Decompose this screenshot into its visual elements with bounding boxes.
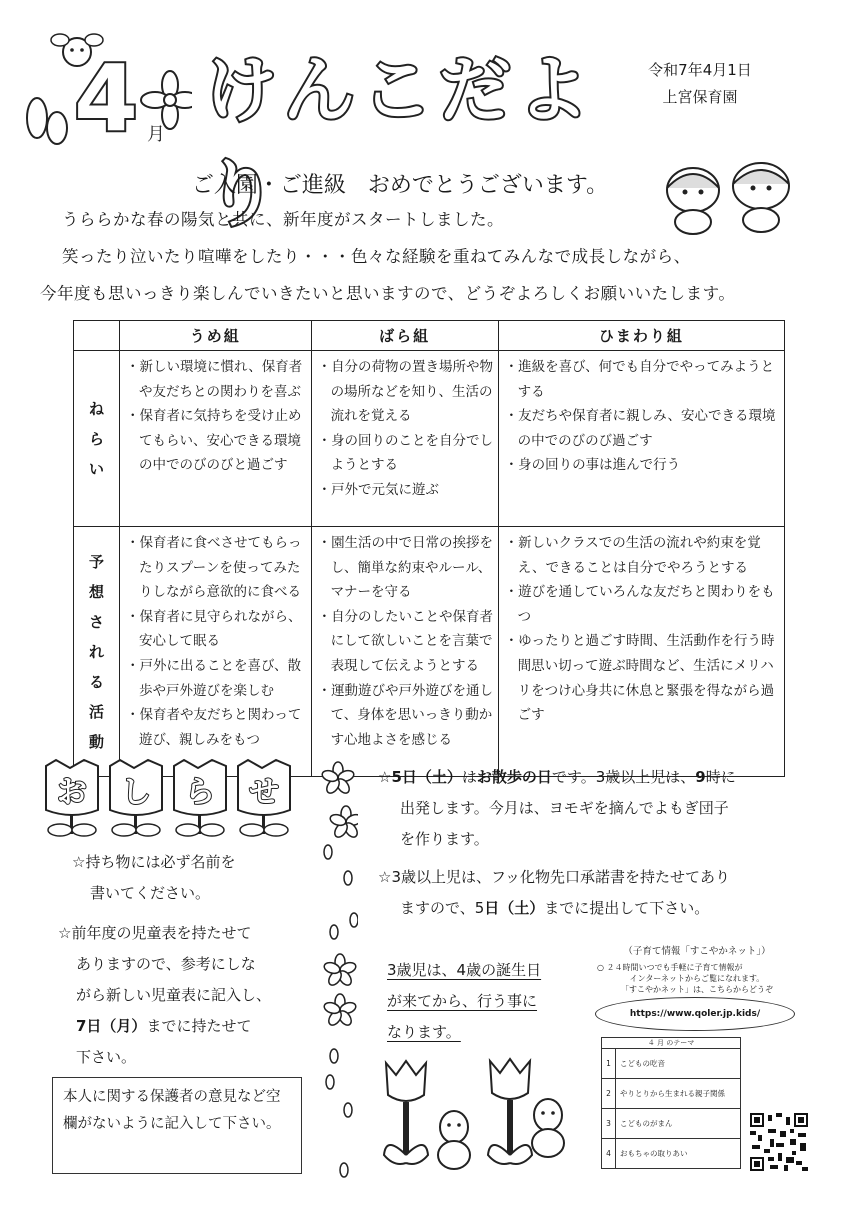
notice-box: 本人に関する保護者の意見など空欄がないように記入して下さい。 xyxy=(52,1077,302,1174)
newsletter-title: けんこだより xyxy=(205,48,596,236)
notice-walk-day: ☆5日（土）はお散歩の日です。3歳以上児は、9時に 出発します。今月は、ヨモギを摘んでよもぎ団子 を作ります。 xyxy=(378,768,736,848)
notice-three-year-olds: 3歳児は、4歳の誕生日 が来てから、行う事に なります。 xyxy=(387,961,542,1041)
plan-cell xyxy=(120,527,312,777)
list-item: ・ 保育者に食べさせてもらったりスプーンを使ってみたりしながら意欲的に食べる xyxy=(126,531,307,605)
table-header-row xyxy=(74,321,785,351)
intro-line: うららかな春の陽気と共に、新年度がスタートしました。 xyxy=(62,210,504,229)
svg-text:ら: ら xyxy=(185,775,215,810)
issue-date: 令和7年4月1日 xyxy=(648,61,752,79)
svg-text:4: 4 xyxy=(74,45,139,145)
plan-cell xyxy=(311,527,498,777)
children-illustration xyxy=(653,160,803,235)
table-row: 4 おもちゃの取りあい xyxy=(602,1139,741,1169)
nursery-name: 上宮保育園 xyxy=(662,88,738,106)
intro-line: 笑ったり泣いたり喧嘩をしたり・・・色々な経験を重ねてみんなで成長しながら、 xyxy=(62,247,691,266)
table-row: 2 やりとりから生まれる親子関係 xyxy=(602,1079,741,1109)
notice-name-labels: ☆持ち物には必ず名前を 書いてください。 xyxy=(72,853,236,902)
column-header-ume: うめ組 xyxy=(120,321,312,351)
list-item: ・ 戸外で元気に遊ぶ xyxy=(318,478,494,503)
column-header-himawari: ひまわり組 xyxy=(498,321,784,351)
kidsnet-url-link[interactable]: https://www.qoler.jp.kids/ xyxy=(595,997,795,1031)
intro-line: 今年度も思いっきり楽しんでいきたいと思いますので、どうぞよろしくお願いいたします。 xyxy=(40,284,736,303)
list-item: ・ 園生活の中で日常の挨拶をし、簡単な約束やルール、マナーを守る xyxy=(318,531,494,605)
corner-cell xyxy=(74,321,120,351)
list-item: ・ 身の回りのことを自分でしようとする xyxy=(318,429,494,478)
svg-text:月: 月 xyxy=(147,124,165,145)
row-header-aims: ね ら い xyxy=(74,351,120,527)
svg-text:お: お xyxy=(57,775,87,810)
issue-info xyxy=(625,57,775,111)
list-item: ・ 遊びを通していろんな友だちと関わりをもつ xyxy=(505,580,780,629)
column-header-bara: ばら組 xyxy=(311,321,498,351)
svg-text:せ: せ xyxy=(249,775,279,810)
flower-icon xyxy=(141,71,192,129)
notice-fluoride: ☆3歳以上児は、フッ化物先口承諾書を持たせてあり ますので、5日（土）までに提出して下さい。 xyxy=(378,868,730,917)
themes-header: ４ 月 のテーマ xyxy=(602,1038,741,1049)
list-item: ・ 運動遊びや戸外遊びを通して、身体を思いっきり動かす心地よさを感じる xyxy=(318,679,494,753)
list-item: ・ ゆったりと過ごす時間、生活動作を行う時間思い切って遊ぶ時間など、生活にメリハリをつけ心身共に休息と緊張を得ながら過ごす xyxy=(505,629,780,727)
list-item: ・ 自分のしたいことや保育者にして欲しいことを言葉で表現して伝えようとする xyxy=(318,605,494,679)
monthly-themes-table xyxy=(601,1037,741,1169)
plan-cell xyxy=(120,351,312,527)
table-row-activities xyxy=(74,527,785,777)
greeting-title: ご入園・ご進級 おめでとうございます。 xyxy=(191,173,609,198)
list-item: ・ 保育者や友だちと関わって遊び、親しみをもつ xyxy=(126,703,307,752)
month-badge xyxy=(22,30,192,145)
plan-cell xyxy=(498,351,784,527)
list-item: ・ 戸外に出ることを喜び、散歩や戸外遊びを楽しむ xyxy=(126,654,307,703)
qr-code-icon[interactable] xyxy=(750,1113,808,1171)
list-item: ・ 身の回りの事は進んで行う xyxy=(505,453,780,478)
kidsnet-description: ○ ２４時間いつでも手軽に子育て情報が インターネットからご覧になれます。 「すこやかネット」は、こちらからどうぞ xyxy=(597,963,773,994)
row-header-activities: 予 想 さ れ る 活 動 xyxy=(74,527,120,777)
list-item: ・ 保育者に気持ちを受け止めてもらい、安心できる環境の中でのびのびと過ごす xyxy=(126,404,307,478)
notice-banner xyxy=(40,758,302,840)
notice-child-record: ☆前年度の児童表を持たせて ありますので、参考にしな がら新しい児童表に記入し、 7日（月）までに持たせて 下さい。 xyxy=(58,924,272,1066)
list-item: ・ 自分の荷物の置き場所や物の場所などを知り、生活の流れを覚える xyxy=(318,355,494,429)
list-item: ・ 新しいクラスでの生活の流れや約束を覚え、できることは自分でやろうとする xyxy=(505,531,780,580)
list-item: ・ 新しい環境に慣れ、保育者や友だちとの関わりを喜ぶ xyxy=(126,355,307,404)
kidsnet-title: （子育て情報「すこやかネット」） xyxy=(623,946,771,957)
table-row: 3 こどものがまん xyxy=(602,1109,741,1139)
monthly-plan-table xyxy=(73,320,785,777)
svg-text:し: し xyxy=(121,775,151,810)
table-row: 1 こどもの吃音 xyxy=(602,1049,741,1079)
plan-cell xyxy=(311,351,498,527)
cherry-petals-decoration xyxy=(318,760,358,1190)
list-item: ・ 保育者に見守られながら、安心して眠る xyxy=(126,605,307,654)
plan-cell xyxy=(498,527,784,777)
list-item: ・ 友だちや保育者に親しみ、安心できる環境の中でのびのび過ごす xyxy=(505,404,780,453)
table-row-aims xyxy=(74,351,785,527)
list-item: ・ 進級を喜び、何でも自分でやってみようとする xyxy=(505,355,780,404)
tulip-chick-illustration xyxy=(378,1055,578,1185)
